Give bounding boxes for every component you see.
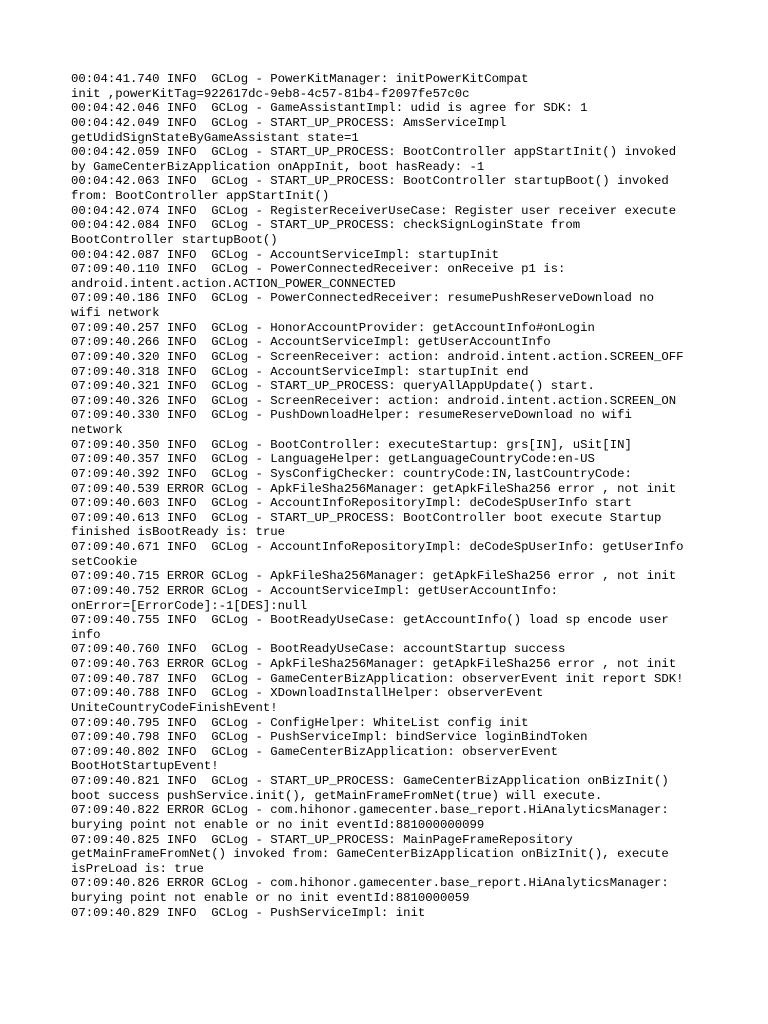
log-line: 07:09:40.715 ERROR GCLog - ApkFileSha256Manager: getApkFileSha256 error , not init xyxy=(71,569,677,584)
log-line: 07:09:40.613 INFO GCLog - START_UP_PROCESS: BootController boot execute Startup xyxy=(71,510,662,525)
log-line: 07:09:40.788 INFO GCLog - XDownloadInstallHelper: observerEvent xyxy=(71,686,544,701)
log-line: 00:04:42.059 INFO GCLog - START_UP_PROCESS: BootController appStartInit() invoked xyxy=(71,145,677,160)
log-line: info xyxy=(71,627,101,642)
log-line: getMainFrameFromNet() invoked from: GameCenterBizApplication onBizInit(), execute xyxy=(71,847,669,862)
log-line: 07:09:40.392 INFO GCLog - SysConfigChecker: countryCode:IN,lastCountryCode: xyxy=(71,466,632,481)
log-line: 07:09:40.671 INFO GCLog - AccountInfoRepositoryImpl: deCodeSpUserInfo: getUserInfo xyxy=(71,540,684,554)
log-line: 07:09:40.755 INFO GCLog - BootReadyUseCase: getAccountInfo() load sp encode user xyxy=(71,613,669,628)
log-text-page xyxy=(71,72,751,920)
log-line: from: BootController appStartInit() xyxy=(71,189,330,203)
log-line: 07:09:40.326 INFO GCLog - ScreenReceiver: action: android.intent.action.SCREEN_ON xyxy=(71,393,677,408)
log-line: 00:04:42.074 INFO GCLog - RegisterReceiverUseCase: Register user receiver execute xyxy=(71,203,677,218)
log-line: 07:09:40.822 ERROR GCLog - com.hihonor.gamecenter.base_report.HiAnalyticsManager: xyxy=(71,803,669,818)
log-line: BootController startupBoot() xyxy=(71,232,278,247)
log-line: onError=[ErrorCode]:-1[DES]:null xyxy=(71,598,308,613)
log-line: 07:09:40.763 ERROR GCLog - ApkFileSha256Manager: getApkFileSha256 error , not init xyxy=(71,657,677,671)
log-line: 00:04:41.740 INFO GCLog - PowerKitManager: initPowerKitCompat xyxy=(71,72,529,86)
log-line: init ,powerKitTag=922617dc-9eb8-4c57-81b4-f2097fe57c0c xyxy=(71,86,470,101)
log-line: 07:09:40.266 INFO GCLog - AccountServiceImpl: getUserAccountInfo xyxy=(71,335,551,350)
log-line: 07:09:40.821 INFO GCLog - START_UP_PROCESS: GameCenterBizApplication onBizInit() xyxy=(71,774,669,788)
log-line: 00:04:42.063 INFO GCLog - START_UP_PROCESS: BootController startupBoot() invoked xyxy=(71,174,669,189)
log-line: 07:09:40.752 ERROR GCLog - AccountServiceImpl: getUserAccountInfo: xyxy=(71,583,559,598)
log-line: setCookie xyxy=(71,554,138,569)
log-line: isPreLoad is: true xyxy=(71,861,204,876)
log-line: 07:09:40.760 INFO GCLog - BootReadyUseCase: accountStartup success xyxy=(71,642,566,657)
log-line: by GameCenterBizApplication onAppInit, boot hasReady: -1 xyxy=(71,159,485,174)
log-line: android.intent.action.ACTION_POWER_CONNECTED xyxy=(71,276,396,291)
log-line: 07:09:40.320 INFO GCLog - ScreenReceiver: action: android.intent.action.SCREEN_OFF xyxy=(71,349,684,364)
log-line: UniteCountryCodeFinishEvent! xyxy=(71,700,278,715)
log-line: 00:04:42.046 INFO GCLog - GameAssistantImpl: udid is agree for SDK: 1 xyxy=(71,101,588,116)
log-line: 07:09:40.318 INFO GCLog - AccountServiceImpl: startupInit end xyxy=(71,364,529,379)
log-line: 07:09:40.321 INFO GCLog - START_UP_PROCESS: queryAllAppUpdate() start. xyxy=(71,379,595,394)
log-line: 07:09:40.798 INFO GCLog - PushServiceImpl: bindService loginBindToken xyxy=(71,730,588,745)
log-line: wifi network xyxy=(71,306,160,320)
log-line: 07:09:40.825 INFO GCLog - START_UP_PROCESS: MainPageFrameRepository xyxy=(71,832,573,847)
log-line: 07:09:40.350 INFO GCLog - BootController: executeStartup: grs[IN], uSit[IN] xyxy=(71,437,632,452)
log-line: 07:09:40.357 INFO GCLog - LanguageHelper: getLanguageCountryCode:en-US xyxy=(71,452,595,467)
log-line: 07:09:40.186 INFO GCLog - PowerConnectedReceiver: resumePushReserveDownload no xyxy=(71,291,654,306)
log-line: 07:09:40.802 INFO GCLog - GameCenterBizApplication: observerEvent xyxy=(71,744,559,759)
log-line: 07:09:40.330 INFO GCLog - PushDownloadHelper: resumeReserveDownload no wifi xyxy=(71,408,632,423)
log-line: network xyxy=(71,423,123,437)
log-line: burying point not enable or no init eventId:8810000059 xyxy=(71,891,470,905)
log-line: 07:09:40.826 ERROR GCLog - com.hihonor.gamecenter.base_report.HiAnalyticsManager: xyxy=(71,876,669,891)
log-line: 07:09:40.829 INFO GCLog - PushServiceImpl: init xyxy=(71,905,426,920)
log-line: 07:09:40.603 INFO GCLog - AccountInfoRepositoryImpl: deCodeSpUserInfo start xyxy=(71,496,632,511)
log-line: finished isBootReady is: true xyxy=(71,525,286,540)
log-line: 07:09:40.110 INFO GCLog - PowerConnectedReceiver: onReceive p1 is: xyxy=(71,262,566,277)
log-line: boot success pushService.init(), getMainFrameFromNet(true) will execute. xyxy=(71,788,603,803)
log-line: 00:04:42.084 INFO GCLog - START_UP_PROCESS: checkSignLoginState from xyxy=(71,218,581,233)
log-line: 07:09:40.257 INFO GCLog - HonorAccountProvider: getAccountInfo#onLogin xyxy=(71,320,595,335)
log-line: 00:04:42.049 INFO GCLog - START_UP_PROCESS: AmsServiceImpl xyxy=(71,115,507,130)
log-line: getUdidSignStateByGameAssistant state=1 xyxy=(71,130,359,145)
log-line: BootHotStartupEvent! xyxy=(71,759,219,774)
log-line: burying point not enable or no init eventId:881000000099 xyxy=(71,817,485,832)
log-line: 07:09:40.787 INFO GCLog - GameCenterBizApplication: observerEvent init report SDK! xyxy=(71,671,684,686)
log-line: 07:09:40.795 INFO GCLog - ConfigHelper: WhiteList config init xyxy=(71,715,529,730)
log-line: 00:04:42.087 INFO GCLog - AccountServiceImpl: startupInit xyxy=(71,247,500,262)
log-line: 07:09:40.539 ERROR GCLog - ApkFileSha256Manager: getApkFileSha256 error , not init xyxy=(71,481,677,496)
